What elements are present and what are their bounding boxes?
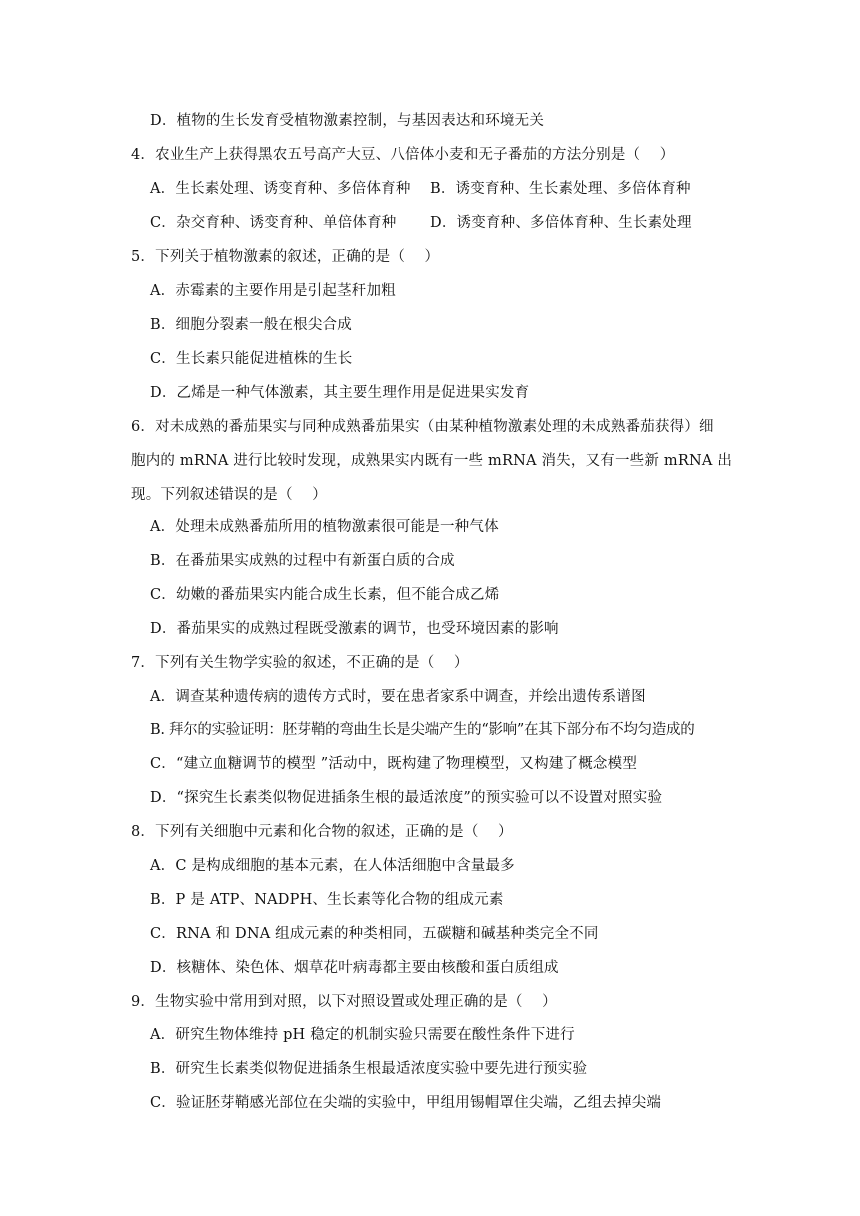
q4-option-c: C．杂交育种、诱变育种、单倍体育种 [150,215,397,231]
q8-option-d: D．核糖体、染色体、烟草花叶病毒都主要由核酸和蛋白质组成 [150,960,559,976]
q7-option-b: B. 拜尔的实验证明：胚芽鞘的弯曲生长是尖端产生的“影响”在其下部分布不均匀造成的 [150,722,695,738]
q9-option-b: B．研究生长素类似物促进插条生根最适浓度实验中要先进行预实验 [150,1061,588,1077]
q4-stem: 4．农业生产上获得黑农五号高产大豆、八倍体小麦和无子番茄的方法分别是（ ） [131,147,675,163]
q6-stem-line-3: 现。下列叙述错误的是（ ） [131,487,327,503]
q4-option-a: A．生长素处理、诱变育种、多倍体育种 [150,181,411,197]
q7-stem: 7．下列有关生物学实验的叙述，不正确的是（ ） [131,655,469,671]
q7-option-d: D．“探究生长素类似物促进插条生根的最适浓度”的预实验可以不设置对照实验 [150,790,663,806]
q6-stem-line-2: 胞内的 mRNA 进行比较时发现，成熟果实内既有一些 mRNA 消失，又有一些新 mRNA 出 [131,453,733,469]
q8-stem: 8．下列有关细胞中元素和化合物的叙述，正确的是（ ） [131,824,513,840]
q9-option-a: A．研究生物体维持 pH 稳定的机制实验只需要在酸性条件下进行 [150,1027,575,1043]
q6-stem-line-1: 6．对未成熟的番茄果实与同种成熟番茄果实（由某种植物激素处理的未成熟番茄获得）细 [131,419,714,435]
q6-option-c: C．幼嫩的番茄果实内能合成生长素，但不能合成乙烯 [150,587,500,603]
q6-option-d: D．番茄果实的成熟过程既受激素的调节，也受环境因素的影响 [150,621,559,637]
q6-option-b: B．在番茄果实成熟的过程中有新蛋白质的合成 [150,553,455,569]
q6-option-a: A．处理未成熟番茄所用的植物激素很可能是一种气体 [150,519,499,535]
q4-option-b: B．诱变育种、生长素处理、多倍体育种 [430,181,691,197]
q3-option-d: D．植物的生长发育受植物激素控制，与基因表达和环境无关 [150,113,545,129]
q5-option-c: C．生长素只能促进植株的生长 [150,351,353,367]
q8-option-a: A．C 是构成细胞的基本元素，在人体活细胞中含量最多 [150,858,515,874]
q5-option-a: A．赤霉素的主要作用是引起茎秆加粗 [150,283,396,299]
q9-option-c: C．验证胚芽鞘感光部位在尖端的实验中，甲组用锡帽罩住尖端，乙组去掉尖端 [150,1095,662,1111]
q8-option-c: C．RNA 和 DNA 组成元素的种类相同，五碳糖和碱基种类完全不同 [150,926,599,942]
q9-stem: 9．生物实验中常用到对照，以下对照设置或处理正确的是（ ） [131,994,557,1010]
q4-option-d: D．诱变育种、多倍体育种、生长素处理 [430,215,692,231]
q8-option-b: B．P 是 ATP、NADPH、生长素等化合物的组成元素 [150,892,504,908]
q7-option-a: A．调查某种遗传病的遗传方式时，要在患者家系中调查，并绘出遗传系谱图 [150,689,646,705]
q7-option-c: C．“建立血糖调节的模型 ”活动中，既构建了物理模型，又构建了概念模型 [150,756,638,772]
q5-option-d: D．乙烯是一种气体激素，其主要生理作用是促进果实发育 [150,385,530,401]
q5-stem: 5．下列关于植物激素的叙述，正确的是（ ） [131,249,440,265]
q5-option-b: B．细胞分裂素一般在根尖合成 [150,317,352,333]
